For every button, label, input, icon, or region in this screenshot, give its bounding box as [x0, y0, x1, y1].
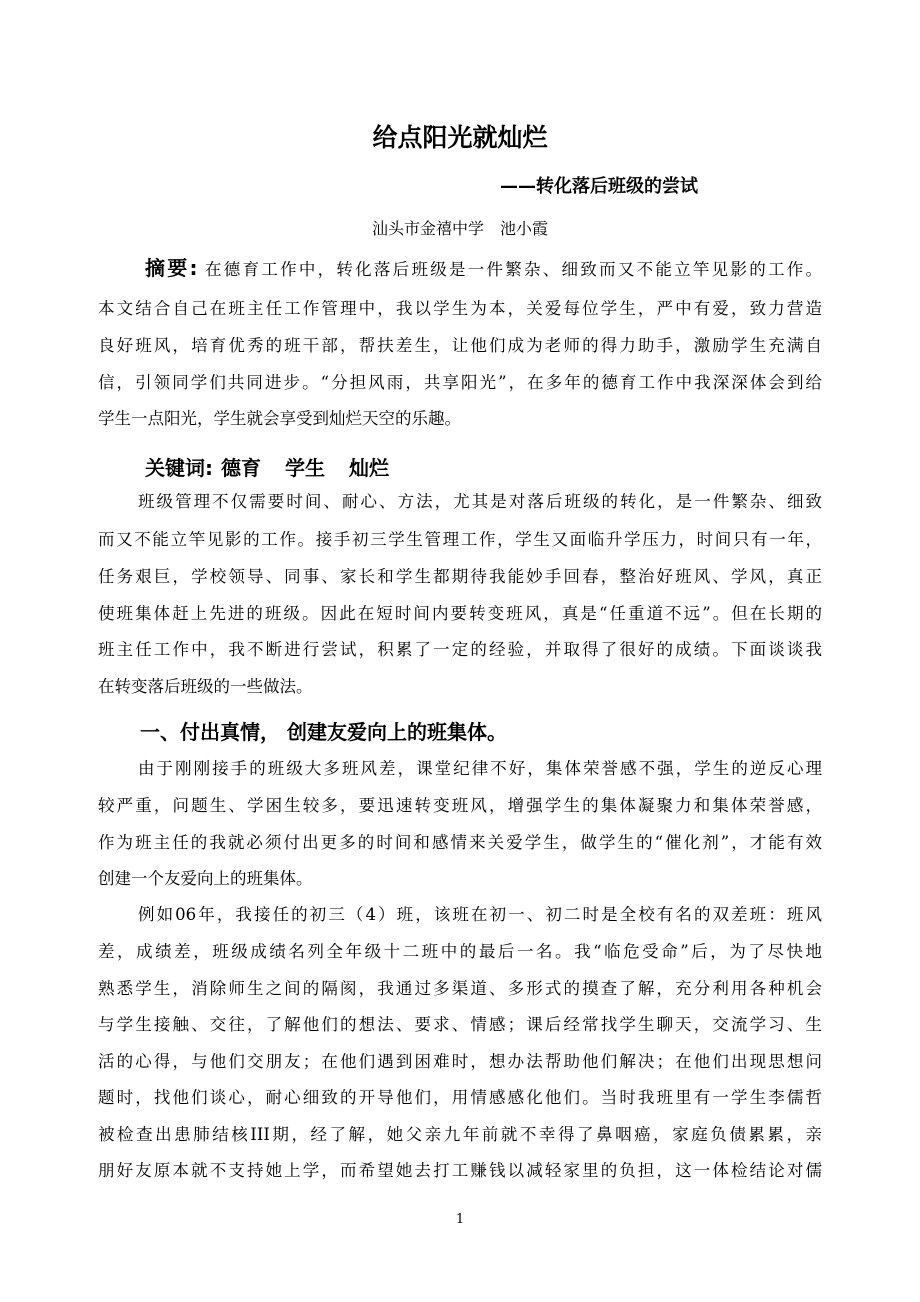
abstract-line: 良好班风，培育优秀的班干部，帮扶差生，让他们成为老师的得力助手，激励学生充满自: [98, 336, 822, 355]
abstract-line: 本文结合自己在班主任工作管理中，我以学生为本，关爱每位学生，严中有爱，致力营造: [98, 299, 822, 318]
page-number: 1: [455, 1212, 465, 1227]
keyword-item: 学生: [285, 456, 325, 480]
section-paragraph-first-line: 由于刚刚接手的班级大多班风差，课堂纪律不好，集体荣誉感不强，学生的逆反心理: [138, 759, 822, 778]
abstract-label: 摘要:: [145, 256, 198, 280]
section-paragraph-line: 与学生接触、交往，了解他们的想法、要求、情感；课后经常找学生聊天，交流学习、生: [98, 1015, 822, 1034]
keyword-item: 灿烂: [349, 456, 389, 480]
section-paragraph-line: 较严重，问题生、学困生较多，要迅速转变班风，增强学生的集体凝聚力和集体荣誉感，: [98, 796, 822, 815]
section-paragraph-line: 活的心得，与他们交朋友；在他们遇到困难时，想办法帮助他们解决；在他们出现思想问: [98, 1052, 822, 1071]
abstract-line: 信，引领同学们共同进步。“分担风雨，共享阳光”，在多年的德育工作中我深深体会到给: [98, 373, 822, 392]
intro-line: 使班集体赶上先进的班级。因此在短时间内要转变班风，真是“任重道不远”。但在长期的: [98, 604, 822, 623]
section-paragraph-line: 被检查出患肺结核III期，经了解，她父亲九年前就不幸得了鼻咽癌，家庭负债累累，亲: [98, 1125, 822, 1144]
section-heading: 一、付出真情， 创建友爱向上的班集体。: [140, 720, 507, 744]
keyword-item: 德育: [221, 456, 261, 480]
keywords-label: 关键词:: [145, 456, 213, 480]
section-paragraph-line: 作为班主任的我就必须付出更多的时间和感情来关爱学生，做学生的“催化剂”，才能有效: [98, 833, 822, 852]
section-paragraph-first-line: 例如06年，我接任的初三（4）班，该班在初一、初二时是全校有名的双差班：班风: [138, 905, 822, 924]
abstract-line: 学生一点阳光，学生就会享受到灿烂天空的乐趣。: [98, 409, 461, 428]
intro-first-line: 班级管理不仅需要时间、耐心、方法，尤其是对落后班级的转化，是一件繁杂、细致: [138, 492, 822, 511]
document-title: 给点阳光就灿烂: [372, 123, 548, 152]
abstract-text: 在德育工作中，转化落后班级是一件繁杂、细致而又不能立竿见影的工作。: [197, 260, 822, 279]
intro-line: 班主任工作中，我不断进行尝试，积累了一定的经验，并取得了很好的成绩。下面谈谈我: [98, 640, 822, 659]
section-paragraph-line: 差，成绩差，班级成绩名列全年级十二班中的最后一名。我“临危受命”后，为了尽快地: [98, 942, 822, 961]
intro-line: 在转变落后班级的一些做法。: [98, 677, 313, 696]
section-paragraph-line: 题时，找他们谈心，耐心细致的开导他们，用情感感化他们。当时我班里有一学生李儒哲: [98, 1088, 822, 1107]
section-paragraph-line: 创建一个友爱向上的班集体。: [98, 869, 313, 888]
section-paragraph-line: 熟悉学生，消除师生之间的隔阂，我通过多渠道、多形式的摸查了解，充分利用各种机会: [98, 979, 822, 998]
section-paragraph-line: 朋好友原本就不支持她上学，而希望她去打工赚钱以减轻家里的负担，这一体检结论对儒: [98, 1161, 822, 1180]
abstract-first-line: [145, 258, 822, 279]
intro-line: 而又不能立竿见影的工作。接手初三学生管理工作，学生又面临升学压力，时间只有一年，: [98, 530, 822, 549]
keywords-line: [145, 452, 413, 481]
document-subtitle: ——转化落后班级的尝试: [500, 176, 698, 197]
author-line: 汕头市金禧中学 池小霞: [371, 219, 548, 238]
intro-line: 任务艰巨，学校领导、同事、家长和学生都期待我能妙手回春，整治好班风、学风，真正: [98, 567, 822, 586]
